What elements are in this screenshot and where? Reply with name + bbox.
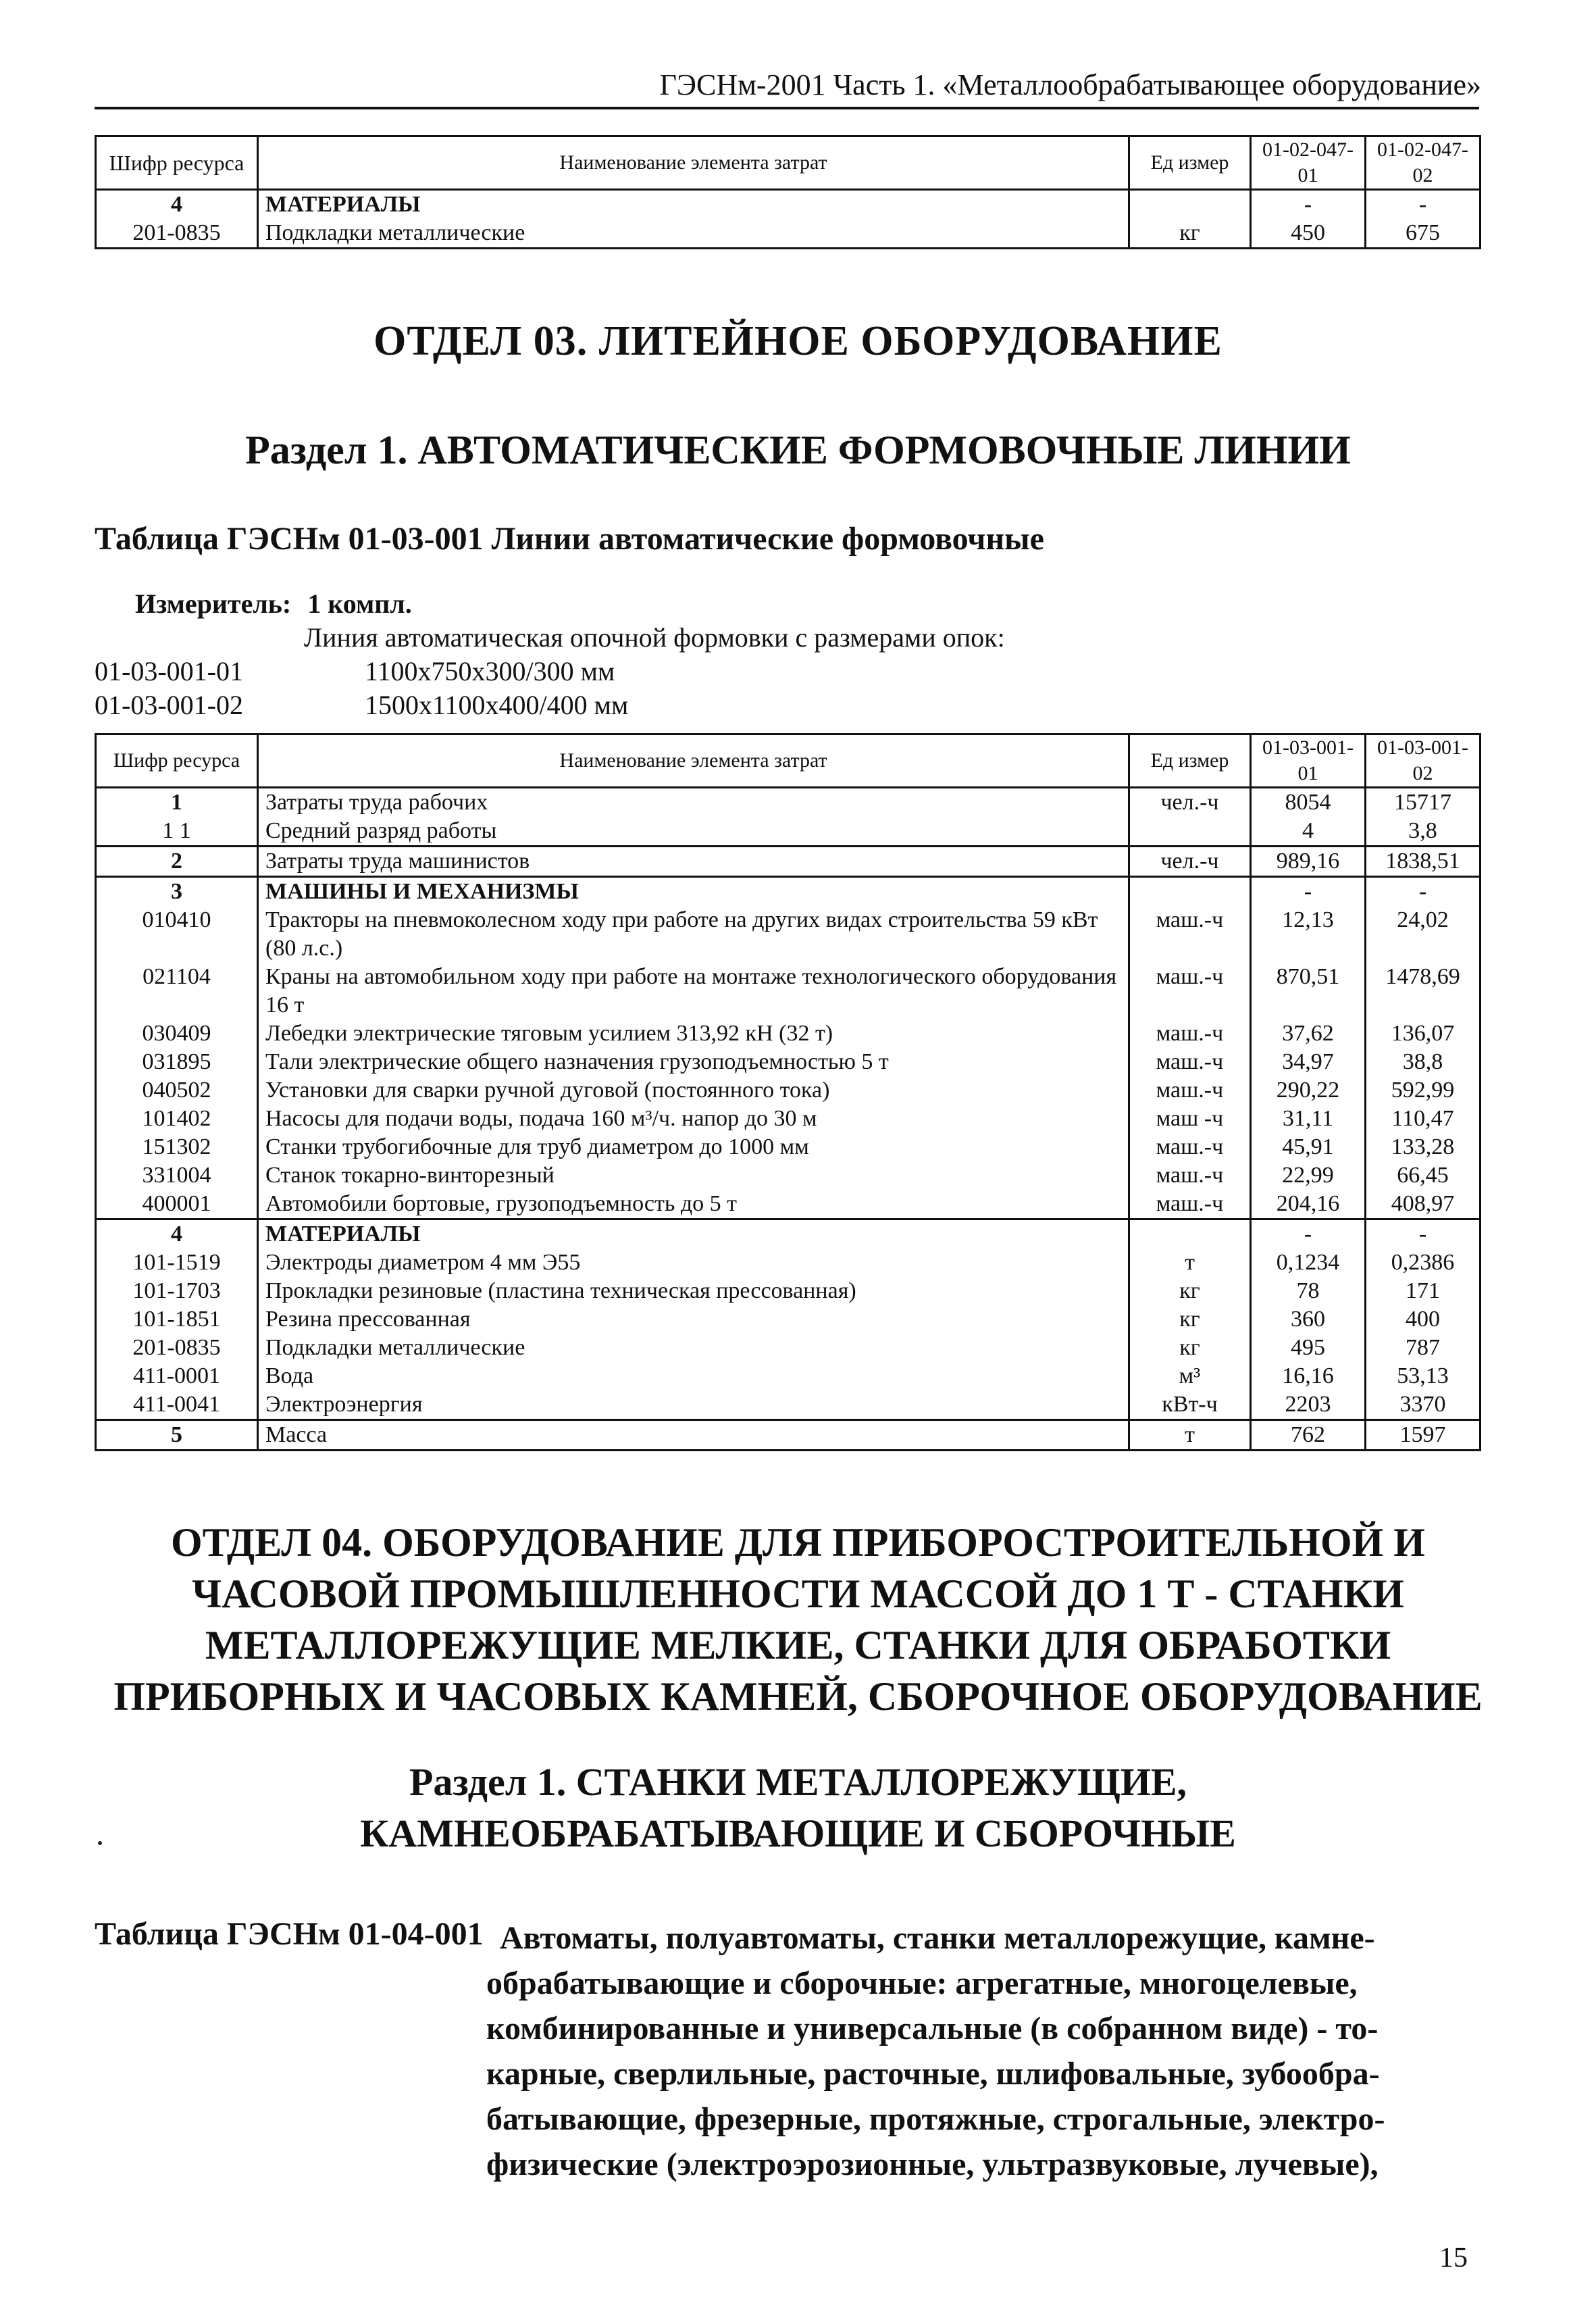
cell-unit: кг	[1129, 1334, 1251, 1362]
header-unit: Ед измер	[1129, 734, 1251, 788]
cell-v2: 787	[1366, 1334, 1481, 1362]
cell-code: 101402	[96, 1105, 258, 1133]
header-name: Наименование элемента затрат	[258, 136, 1129, 190]
cell-unit: кг	[1129, 219, 1251, 249]
header-unit: Ед измер	[1129, 136, 1251, 190]
cell-code: 021104	[96, 963, 258, 1020]
cell-v1: 37,62	[1251, 1020, 1366, 1048]
top-table	[95, 135, 1481, 249]
cell-v2: 38,8	[1366, 1048, 1481, 1076]
cell-unit: чел.-ч	[1129, 788, 1251, 818]
cell-v1: 16,16	[1251, 1362, 1366, 1390]
cell-v1: 450	[1251, 219, 1366, 249]
header-v1: 01-03-001-01	[1251, 734, 1366, 788]
cell-v1: 762	[1251, 1420, 1366, 1451]
cell-v2: 3,8	[1366, 817, 1481, 847]
measure-value: 1 компл.	[307, 588, 412, 619]
cell-name: Лебедки электрические тяговым усилием 313,92 кН (32 т)	[258, 1020, 1129, 1048]
table2-caption-line: обрабатывающие и сборочные: агрегатные, многоцелевые,	[486, 1965, 1358, 2001]
table2-caption-line: карные, сверлильные, расточные, шлифовальные, зубообра-	[486, 2056, 1380, 2092]
cell-code: 411-0001	[96, 1362, 258, 1390]
cell-code: 151302	[96, 1133, 258, 1161]
cell-v2: 0,2386	[1366, 1249, 1481, 1277]
resource-table-header	[96, 734, 1481, 788]
page-number: 15	[1439, 2242, 1468, 2273]
cell-code: 5	[96, 1420, 258, 1451]
cell-unit	[1129, 877, 1251, 907]
table-row	[96, 1133, 1481, 1161]
razdel1-b-title	[0, 1757, 1596, 1859]
table-row	[96, 1020, 1481, 1048]
cell-unit: маш.-ч	[1129, 1161, 1251, 1190]
cell-v2: 15717	[1366, 788, 1481, 818]
cell-name: Насосы для подачи воды, подача 160 м³/ч. напор до 30 м	[258, 1105, 1129, 1133]
cell-name: МАТЕРИАЛЫ	[258, 190, 1129, 220]
cell-name: Затраты труда рабочих	[258, 788, 1129, 818]
table-row	[96, 1420, 1481, 1451]
cell-name: МАШИНЫ И МЕХАНИЗМЫ	[258, 877, 1129, 907]
stray-dot	[98, 1841, 102, 1845]
cell-unit: маш.-ч	[1129, 1048, 1251, 1076]
cell-unit: маш.-ч	[1129, 1020, 1251, 1048]
cell-name: Установки для сварки ручной дуговой (постоянного тока)	[258, 1076, 1129, 1105]
table-row	[96, 877, 1481, 907]
cell-name: Электроды диаметром 4 мм Э55	[258, 1249, 1129, 1277]
cell-unit: чел.-ч	[1129, 847, 1251, 877]
cell-v1: 22,99	[1251, 1161, 1366, 1190]
otdel04-title	[0, 1517, 1596, 1722]
cell-unit: маш -ч	[1129, 1105, 1251, 1133]
cell-unit: т	[1129, 1420, 1251, 1451]
cell-v1: 34,97	[1251, 1048, 1366, 1076]
cell-v1: 204,16	[1251, 1190, 1366, 1219]
cell-name: МАТЕРИАЛЫ	[258, 1219, 1129, 1249]
otdel04-line: ЧАСОВОЙ ПРОМЫШЛЕННОСТИ МАССОЙ ДО 1 Т - СТАНКИ	[192, 1571, 1404, 1616]
table-row	[96, 817, 1481, 847]
cell-v2: 66,45	[1366, 1161, 1481, 1190]
cell-name: Подкладки металлические	[258, 219, 1129, 249]
table-row	[96, 219, 1481, 249]
table2-caption-line: комбинированные и универсальные (в собранном виде) - то-	[486, 2011, 1379, 2046]
header-v2: 01-03-001-02	[1366, 734, 1481, 788]
cell-code: 101-1519	[96, 1249, 258, 1277]
cell-code: 331004	[96, 1161, 258, 1190]
cell-v2: 171	[1366, 1277, 1481, 1305]
cell-v2: 133,28	[1366, 1133, 1481, 1161]
cell-v2: 3370	[1366, 1390, 1481, 1420]
cell-v1: 8054	[1251, 788, 1366, 818]
cell-v1: 360	[1251, 1305, 1366, 1334]
razdel1-b-line: Раздел 1. СТАНКИ МЕТАЛЛОРЕЖУЩИЕ,	[409, 1760, 1187, 1804]
cell-code: 201-0835	[96, 1334, 258, 1362]
cell-name: Вода	[258, 1362, 1129, 1390]
cell-code: 030409	[96, 1020, 258, 1048]
cell-name: Тали электрические общего назначения грузоподъемностью 5 т	[258, 1048, 1129, 1076]
measure-label	[135, 588, 412, 620]
cell-code: 031895	[96, 1048, 258, 1076]
otdel04-line: ПРИБОРНЫХ И ЧАСОВЫХ КАМНЕЙ, СБОРОЧНОЕ ОБОРУДОВАНИЕ	[113, 1674, 1483, 1719]
header-code: Шифр ресурса	[96, 136, 258, 190]
running-header: ГЭСНм-2001 Часть 1. «Металлообрабатывающее оборудование»	[659, 68, 1481, 101]
measure-code-1: 01-03-001-01	[95, 656, 243, 686]
table2-caption-first: Автоматы, полуавтоматы, станки металлорежущие, камне-	[500, 1920, 1375, 1956]
cell-v2: 136,07	[1366, 1020, 1481, 1048]
cell-v1: -	[1251, 877, 1366, 907]
cell-v2: -	[1366, 190, 1481, 220]
cell-code: 4	[96, 190, 258, 220]
cell-name: Автомобили бортовые, грузоподъемность до 5 т	[258, 1190, 1129, 1219]
cell-v1: 989,16	[1251, 847, 1366, 877]
table-row	[96, 1305, 1481, 1334]
table-row	[96, 1249, 1481, 1277]
cell-v1: 290,22	[1251, 1076, 1366, 1105]
table-row	[96, 1105, 1481, 1133]
measure-code-2: 01-03-001-02	[95, 690, 243, 720]
cell-code: 040502	[96, 1076, 258, 1105]
cell-code: 411-0041	[96, 1390, 258, 1420]
cell-v1: 495	[1251, 1334, 1366, 1362]
cell-name: Резина прессованная	[258, 1305, 1129, 1334]
razdel1-b-line: КАМНЕОБРАБАТЫВАЮЩИЕ И СБОРОЧНЫЕ	[360, 1811, 1236, 1855]
cell-unit: маш.-ч	[1129, 1133, 1251, 1161]
cell-v1: 0,1234	[1251, 1249, 1366, 1277]
cell-v1: 78	[1251, 1277, 1366, 1305]
table-row	[96, 906, 1481, 963]
table-row	[96, 1190, 1481, 1219]
table2-caption-prefix: Таблица ГЭСНм 01-04-001	[95, 1916, 484, 1952]
otdel04-line: ОТДЕЛ 04. ОБОРУДОВАНИЕ ДЛЯ ПРИБОРОСТРОИТЕЛЬНОЙ И	[171, 1520, 1425, 1565]
cell-v2: 592,99	[1366, 1076, 1481, 1105]
table-row	[96, 1048, 1481, 1076]
otdel04-line: МЕТАЛЛОРЕЖУЩИЕ МЕЛКИЕ, СТАНКИ ДЛЯ ОБРАБОТКИ	[205, 1623, 1391, 1667]
header-name: Наименование элемента затрат	[258, 734, 1129, 788]
cell-code: 101-1851	[96, 1305, 258, 1334]
measure-description: Линия автоматическая опочной формовки с размерами опок:	[304, 622, 1005, 653]
cell-v2: -	[1366, 877, 1481, 907]
cell-v1: 870,51	[1251, 963, 1366, 1020]
cell-code: 2	[96, 847, 258, 877]
cell-unit	[1129, 1219, 1251, 1249]
cell-code: 1	[96, 788, 258, 818]
razdel1-title: Раздел 1. АВТОМАТИЧЕСКИЕ ФОРМОВОЧНЫЕ ЛИНИИ	[245, 428, 1351, 472]
cell-name: Прокладки резиновые (пластина техническая прессованная)	[258, 1277, 1129, 1305]
table-row	[96, 963, 1481, 1020]
cell-unit: маш.-ч	[1129, 1190, 1251, 1219]
table-row	[96, 1362, 1481, 1390]
cell-unit: м³	[1129, 1362, 1251, 1390]
cell-v1: 31,11	[1251, 1105, 1366, 1133]
measure-size-1: 1100х750х300/300 мм	[365, 656, 615, 686]
cell-code: 010410	[96, 906, 258, 963]
cell-v2: 1838,51	[1366, 847, 1481, 877]
cell-unit	[1129, 817, 1251, 847]
cell-name: Станок токарно-винторезный	[258, 1161, 1129, 1190]
cell-unit: маш.-ч	[1129, 1076, 1251, 1105]
cell-name: Электроэнергия	[258, 1390, 1129, 1420]
cell-v2: 53,13	[1366, 1362, 1481, 1390]
cell-code: 3	[96, 877, 258, 907]
cell-unit: маш.-ч	[1129, 963, 1251, 1020]
cell-v1: 12,13	[1251, 906, 1366, 963]
cell-unit: т	[1129, 1249, 1251, 1277]
cell-v2: 110,47	[1366, 1105, 1481, 1133]
header-v1: 01-02-047-01	[1251, 136, 1366, 190]
table-row	[96, 190, 1481, 220]
cell-unit	[1129, 190, 1251, 220]
cell-v2: -	[1366, 1219, 1481, 1249]
cell-code: 101-1703	[96, 1277, 258, 1305]
cell-code: 1 1	[96, 817, 258, 847]
measure-size-2: 1500х1100х400/400 мм	[365, 690, 629, 720]
cell-unit: кВт-ч	[1129, 1390, 1251, 1420]
table2-caption-line: физические (электроэрозионные, ультразвуковые, лучевые),	[486, 2146, 1379, 2182]
cell-v2: 400	[1366, 1305, 1481, 1334]
table-row	[96, 847, 1481, 877]
cell-name: Тракторы на пневмоколесном ходу при работе на других видах строительства 59 кВт (80 л.с.)	[258, 906, 1129, 963]
table-row	[96, 1390, 1481, 1420]
header-rule	[95, 107, 1479, 109]
cell-v1: 2203	[1251, 1390, 1366, 1420]
resource-table	[95, 733, 1481, 1451]
cell-v1: -	[1251, 190, 1366, 220]
cell-unit: маш.-ч	[1129, 906, 1251, 963]
cell-name: Масса	[258, 1420, 1129, 1451]
table-row	[96, 1219, 1481, 1249]
header-code: Шифр ресурса	[96, 734, 258, 788]
cell-name: Подкладки металлические	[258, 1334, 1129, 1362]
table-row	[96, 1076, 1481, 1105]
cell-v1: 4	[1251, 817, 1366, 847]
cell-name: Средний разряд работы	[258, 817, 1129, 847]
cell-code: 201-0835	[96, 219, 258, 249]
cell-unit: кг	[1129, 1277, 1251, 1305]
cell-v2: 675	[1366, 219, 1481, 249]
cell-name: Затраты труда машинистов	[258, 847, 1129, 877]
top-table-header	[96, 136, 1481, 190]
otdel03-title: ОТДЕЛ 03. ЛИТЕЙНОЕ ОБОРУДОВАНИЕ	[374, 318, 1222, 364]
table2-caption-line: батывающие, фрезерные, протяжные, строгальные, электро-	[486, 2101, 1385, 2137]
table-row	[96, 1334, 1481, 1362]
cell-code: 400001	[96, 1190, 258, 1219]
table1-caption: Таблица ГЭСНм 01-03-001 Линии автоматические формовочные	[95, 521, 1044, 557]
table-row	[96, 788, 1481, 818]
cell-v2: 1478,69	[1366, 963, 1481, 1020]
cell-name: Краны на автомобильном ходу при работе на монтаже технологического оборудования 16 т	[258, 963, 1129, 1020]
cell-v1: -	[1251, 1219, 1366, 1249]
cell-unit: кг	[1129, 1305, 1251, 1334]
cell-v2: 408,97	[1366, 1190, 1481, 1219]
table-row	[96, 1277, 1481, 1305]
cell-name: Станки трубогибочные для труб диаметром до 1000 мм	[258, 1133, 1129, 1161]
cell-v2: 24,02	[1366, 906, 1481, 963]
header-v2: 01-02-047-02	[1366, 136, 1481, 190]
cell-v2: 1597	[1366, 1420, 1481, 1451]
cell-v1: 45,91	[1251, 1133, 1366, 1161]
measure-label-text: Измеритель:	[135, 588, 292, 619]
table-row	[96, 1161, 1481, 1190]
cell-code: 4	[96, 1219, 258, 1249]
